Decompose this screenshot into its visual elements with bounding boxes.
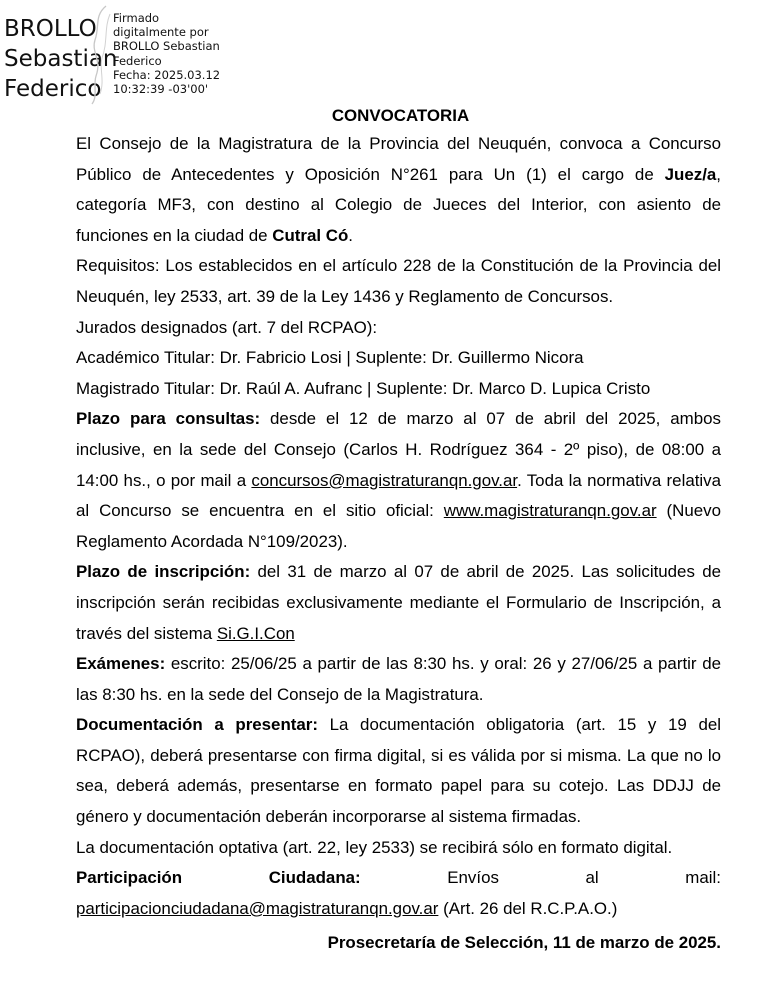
jurados-title: Jurados designados (art. 7 del RCPAO): <box>76 317 378 337</box>
requisitos-paragraph: Requisitos: Los establecidos en el artículo 228 de la Constitución de la Provincia del Neuquén, ley 2533, art. 39 de la Ley 1436 y Reglamento de Concursos. <box>76 256 721 306</box>
closing-signature-line: Prosecretaría de Selección, 11 de marzo de 2025. <box>327 933 721 953</box>
signature-time-line: 10:32:39 -03'00' <box>113 82 209 97</box>
participacion-text: Envíos <box>447 868 499 888</box>
consultas-paragraph <box>76 404 721 557</box>
official-site-link[interactable]: www.magistraturanqn.gov.ar <box>443 501 657 521</box>
participacion-text: al <box>585 868 599 888</box>
signature-detail-line: Federico <box>113 53 162 68</box>
consultas-text: . Toda la normativa relativa al Concurso se encuentra en el sitio oficial: <box>76 470 721 521</box>
participacion-label: Participación <box>76 868 183 888</box>
consultas-text: (Nuevo Reglamento Acordada N°109/2023). <box>76 501 721 551</box>
signer-name-line: Federico <box>4 76 102 102</box>
concursos-email-link[interactable]: concursos@magistraturanqn.gov.ar <box>251 470 518 490</box>
document-title: CONVOCATORIA <box>331 106 470 125</box>
participacion-email-line <box>76 894 721 925</box>
signer-name-line: BROLLO <box>4 16 97 42</box>
examenes-text: escrito: 25/06/25 a partir de las 8:30 hs. y oral: 26 y 27/06/25 a partir de las 8:30 hs. en la sede del Consejo de la Magistratura. <box>76 654 721 704</box>
examenes-label: Exámenes: <box>76 654 166 674</box>
consultas-text: desde el 12 de marzo al 07 de abril del 2025, ambos inclusive, en la sede del Consejo (Carlos H. Rodríguez 364 - 2º piso), de 08:00 a 14:00 hs., o por mail a <box>76 409 721 490</box>
examenes-paragraph <box>76 649 721 710</box>
signer-name-line: Sebastian <box>4 46 118 72</box>
participacion-email-link[interactable]: participacionciudadana@magistraturanqn.gov.ar <box>76 898 439 918</box>
signature-detail-line: Firmado <box>113 11 160 25</box>
intro-text: , categoría MF3, con destino al Colegio de Jueces del Interior, con asiento de funciones en la ciudad de <box>76 164 721 245</box>
intro-text: El Consejo de la Magistratura de la Provincia del Neuquén, convoca a Concurso Público de Antecedentes y Oposición N°261 para Un (1) el cargo de <box>76 134 721 184</box>
jurado-academico: Académico Titular: Dr. Fabricio Losi | Suplente: Dr. Guillermo Nicora <box>76 348 584 368</box>
digital-signature-stamp <box>0 0 240 110</box>
inscripcion-text: del 31 de marzo al 07 de abril de 2025. Las solicitudes de inscripción serán recibidas exclusivamente mediante el Formulario de Inscripción, a través del sistema <box>76 562 721 643</box>
signature-details <box>113 11 220 96</box>
convocatoria-document <box>76 103 721 976</box>
position-title: Juez/a <box>664 164 717 184</box>
signature-date-line: Fecha: 2025.03.12 <box>113 67 221 82</box>
inscripcion-paragraph <box>76 557 721 649</box>
signature-flourish-icon <box>84 2 114 106</box>
participacion-text: (Art. 26 del R.C.P.A.O.) <box>438 898 618 918</box>
documentacion-text: La documentación obligatoria (art. 15 y 19 del RCPAO), deberá presentarse con firma digital, si es válida por si misma. La que no lo sea, deberá además, presentarse en formato papel para su cotejo. Las DDJJ de género y documentación deberán incorporarse al sistema firmadas. <box>76 715 721 827</box>
documentacion-label: Documentación a presentar: <box>76 715 318 735</box>
intro-paragraph <box>76 129 721 251</box>
signature-detail-line: BROLLO Sebastian <box>113 39 220 54</box>
sigicon-system-link[interactable]: Si.G.I.Con <box>216 623 295 643</box>
documentacion-paragraph <box>76 710 721 832</box>
consultas-label: Plazo para consultas: <box>76 409 261 429</box>
inscripcion-label: Plazo de inscripción: <box>76 562 251 582</box>
intro-text: . <box>348 225 353 245</box>
participacion-text: mail: <box>685 868 721 888</box>
jurado-magistrado: Magistrado Titular: Dr. Raúl A. Aufranc | Suplente: Dr. Marco D. Lupica Cristo <box>76 378 651 398</box>
optativa-paragraph: La documentación optativa (art. 22, ley 2533) se recibirá sólo en formato digital. <box>76 837 673 857</box>
participacion-label: Ciudadana: <box>268 868 361 888</box>
city-name: Cutral Có <box>272 225 349 245</box>
participacion-line <box>76 863 721 894</box>
signature-detail-line: digitalmente por <box>113 25 209 40</box>
